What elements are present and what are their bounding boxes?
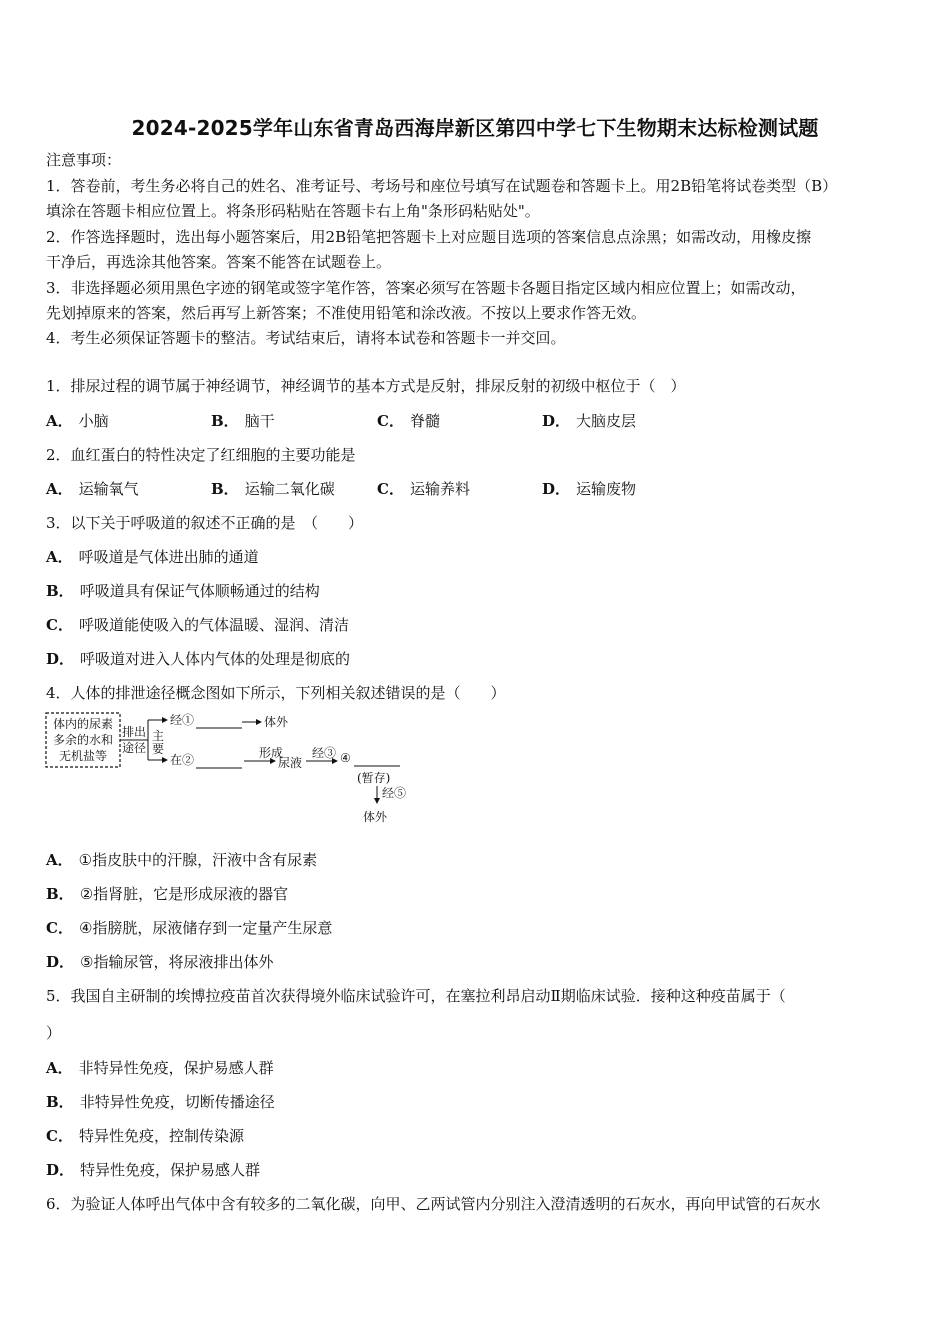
option-d[interactable]: D． 大脑皮层 <box>542 412 637 430</box>
option-c[interactable]: C． ④指膀胱，尿液储存到一定量产生尿意 <box>46 919 333 937</box>
option-d[interactable]: D． 特异性免疫，保护易感人群 <box>46 1161 261 1179</box>
question-1-stem: 1．排尿过程的调节属于神经调节，神经调节的基本方式是反射，排尿反射的初级中枢位于（ ） <box>46 377 686 395</box>
option-c[interactable]: C． 呼吸道能使吸入的气体温暖、湿润、清洁 <box>46 616 349 634</box>
option-d[interactable]: D． ⑤指输尿管，将尿液排出体外 <box>46 953 274 971</box>
main-label: 主 <box>151 729 165 743</box>
arrowhead <box>162 717 168 723</box>
option-c[interactable]: C． 特异性免疫，控制传染源 <box>46 1127 244 1145</box>
option-b[interactable]: B． 非特异性免疫，切断传播途径 <box>46 1093 275 1111</box>
bottom-path-label: 在② <box>170 753 195 767</box>
option-a[interactable]: A． ①指皮肤中的汗腺，汗液中含有尿素 <box>46 851 318 869</box>
via-5-label: 经⑤ <box>382 786 407 800</box>
option-d[interactable]: D． 运输废物 <box>542 480 637 498</box>
notice-line: 先划掉原来的答案，然后再写上新答案；不准使用铅笔和涂改液。不按以上要求作答无效。 <box>46 304 647 322</box>
bottom-destination: 体外 <box>363 810 388 824</box>
box-line: 无机盐等 <box>58 749 108 763</box>
temporary-storage-label: (暂存) <box>357 771 391 785</box>
option-b[interactable]: B． 呼吸道具有保证气体顺畅通过的结构 <box>46 582 320 600</box>
question-5-stem-cont: ） <box>46 1024 62 1042</box>
arrowhead <box>256 719 262 725</box>
option-b[interactable]: B． 运输二氧化碳 <box>211 480 335 498</box>
notice-line: 干净后，再选涂其他答案。答案不能答在试题卷上。 <box>46 253 392 271</box>
box-line: 多余的水和 <box>52 733 114 747</box>
notice-line: 2．作答选择题时，选出每小题答案后，用2B铅笔把答题卡上对应题目选项的答案信息点涂黑；如需改动，用橡皮擦 <box>46 228 812 246</box>
option-a[interactable]: A． 小脑 <box>46 412 109 430</box>
branch-label: 途径 <box>121 741 147 755</box>
option-a[interactable]: A． 运输氧气 <box>46 480 139 498</box>
question-5-stem: 5．我国自主研制的埃博拉疫苗首次获得境外临床试验许可，在塞拉利昂启动Ⅱ期临床试验．接种这种疫苗属于（ <box>46 987 786 1005</box>
via-3-label: 经③ <box>312 746 337 760</box>
question-2-options <box>46 479 906 501</box>
node-4-label: ④ <box>340 751 351 765</box>
branch-label: 排出 <box>121 725 147 739</box>
notice-line: 1．答卷前，考生务必将自己的姓名、准考证号、考场号和座位号填写在试题卷和答题卡上。用2B铅笔将试卷类型（B） <box>46 177 838 195</box>
option-d[interactable]: D． 呼吸道对进入人体内气体的处理是彻底的 <box>46 650 351 668</box>
box-line: 体内的尿素 <box>52 717 114 731</box>
arrowhead <box>162 757 168 763</box>
option-a[interactable]: A． 非特异性免疫，保护易感人群 <box>46 1059 274 1077</box>
page-title: 2024-2025学年山东省青岛西海岸新区第四中学七下生物期末达标检测试题 <box>131 116 819 140</box>
question-4-stem: 4．人体的排泄途径概念图如下所示，下列相关叙述错误的是（ ） <box>46 684 506 702</box>
notice-line: 4．考生必须保证答题卡的整洁。考试结束后，请将本试卷和答题卡一并交回。 <box>46 329 566 347</box>
top-destination: 体外 <box>264 715 289 729</box>
notice-line: 3．非选择题必须用黑色字迹的钢笔或签字笔作答，答案必须写在答题卡各题目指定区域内相应位置上；如需改动， <box>46 279 806 297</box>
arrowhead <box>374 798 380 804</box>
option-a[interactable]: A． 呼吸道是气体进出肺的通道 <box>46 548 259 566</box>
question-3-stem: 3．以下关于呼吸道的叙述不正确的是 （ ） <box>46 514 364 532</box>
option-c[interactable]: C． 脊髓 <box>377 412 440 430</box>
top-path-label: 经① <box>170 713 195 727</box>
option-c[interactable]: C． 运输养料 <box>377 480 470 498</box>
excretion-concept-diagram <box>44 710 424 830</box>
question-1-options <box>46 411 906 433</box>
notice-heading: 注意事项： <box>46 151 122 169</box>
notice-line: 填涂在答题卡相应位置上。将条形码粘贴在答题卡右上角"条形码粘贴处"。 <box>46 202 540 220</box>
form-label: 形成 <box>259 746 284 760</box>
main-label: 要 <box>151 742 165 756</box>
question-6-stem: 6．为验证人体呼出气体中含有较多的二氧化碳，向甲、乙两试管内分别注入澄清透明的石灰水，再向甲试管的石灰水 <box>46 1195 821 1213</box>
option-b[interactable]: B． 脑干 <box>211 412 275 430</box>
urine-label: 尿液 <box>278 756 303 770</box>
option-b[interactable]: B． ②指肾脏，它是形成尿液的器官 <box>46 885 289 903</box>
question-2-stem: 2．血红蛋白的特性决定了红细胞的主要功能是 <box>46 446 356 464</box>
